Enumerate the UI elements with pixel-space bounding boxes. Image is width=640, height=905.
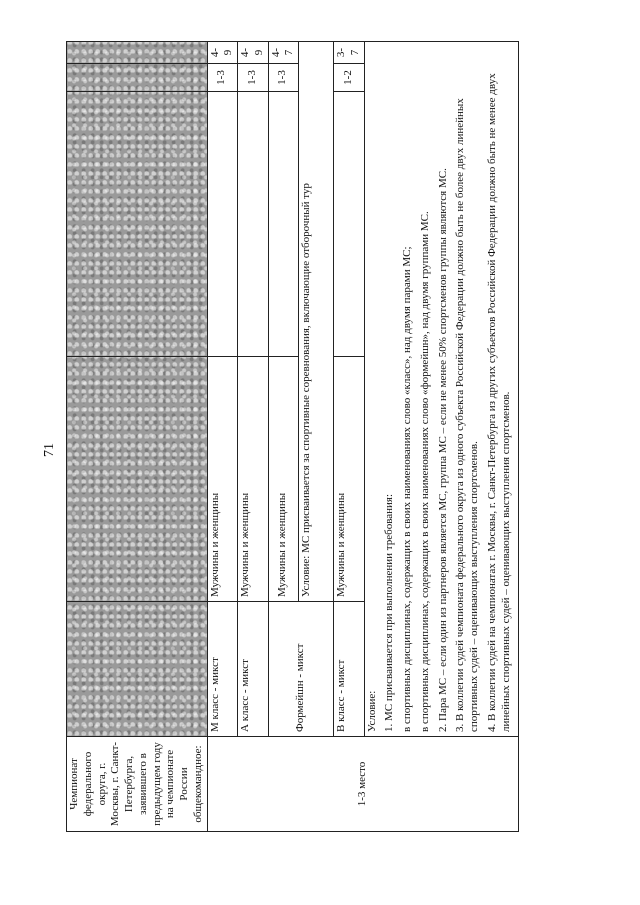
table-header-row [67, 42, 208, 832]
shaded-cell [67, 42, 208, 64]
condition-item: 4. В коллегии судей на чемпионатах г. Москвы, г. Санкт-Петербурга из других субъектов Российской Федерации должно быть не менее двух линейных спортивных судей – оценивающих выступления спортсменов. [485, 73, 512, 732]
discipline-cell: М класс - микст [207, 602, 238, 737]
discipline-cell: А класс - микст [238, 602, 269, 737]
empty-cell [268, 92, 299, 357]
conditions-block [364, 42, 519, 737]
participants-cell: 4-7 [268, 42, 299, 64]
condition-item: 1. МС присваивается при выполнении требования: [383, 493, 396, 732]
page-number: 71 [42, 443, 57, 457]
group-cell: Мужчины и женщины [238, 357, 269, 602]
empty-cell [334, 92, 365, 357]
condition-item: в спортивных дисциплинах, содержащих в своих наименованиях слово «формейшн», над двумя группами МС. [418, 211, 431, 732]
rotated-page [20, 42, 620, 862]
table-row [238, 42, 269, 832]
conditions-title: Условие: [365, 690, 378, 732]
shaded-cell [67, 602, 208, 737]
places-cell: 1-2 [334, 64, 365, 92]
condition-item: в спортивных дисциплинах, содержащих в своих наименованиях слово «класс», над двумя парами МС; [401, 246, 413, 732]
place-cell: 1-3 место [207, 737, 519, 832]
condition-item: 2. Пара МС – если один из партнеров является МС, группа МС – если не менее 50% спортсменов группы являются МС. [436, 168, 449, 732]
group-cell: Мужчины и женщины [334, 357, 365, 602]
shaded-cell [67, 92, 208, 357]
shaded-cell [67, 357, 208, 602]
shaded-cell [67, 64, 208, 92]
table-row [334, 42, 365, 832]
empty-cell [238, 92, 269, 357]
table-row [364, 42, 519, 832]
places-cell: 1-3 [238, 64, 269, 92]
competition-category-header: Чемпионат федерального округа, г. Москвы, г. Санкт-Петербурга, заявившего в предыдущем году на чемпионате России общекомандное: [67, 737, 208, 832]
group-cell: Мужчины и женщины [268, 357, 299, 602]
discipline-cell: В класс - микст [334, 602, 365, 737]
table-row [268, 42, 299, 832]
group-cell: Мужчины и женщины [207, 357, 238, 602]
places-cell: 1-3 [268, 64, 299, 92]
participants-cell: 3-7 [334, 42, 365, 64]
participants-cell: 4-9 [238, 42, 269, 64]
places-cell: 1-3 [207, 64, 238, 92]
qualification-table [66, 41, 519, 832]
formation-condition: Условие: МС присваивается за спортивные соревнования, включающие отборочный тур [299, 42, 334, 602]
discipline-cell: Формейшн - микст [268, 602, 334, 737]
condition-item: 3. В коллегии судей чемпионата федерального округа из одного субъекта Российской Федерации должно быть не более двух линейных спортивных судей – оценивающих выступления спортсменов. [454, 98, 480, 732]
table-row [207, 42, 238, 832]
empty-cell [207, 92, 238, 357]
participants-cell: 4-9 [207, 42, 238, 64]
